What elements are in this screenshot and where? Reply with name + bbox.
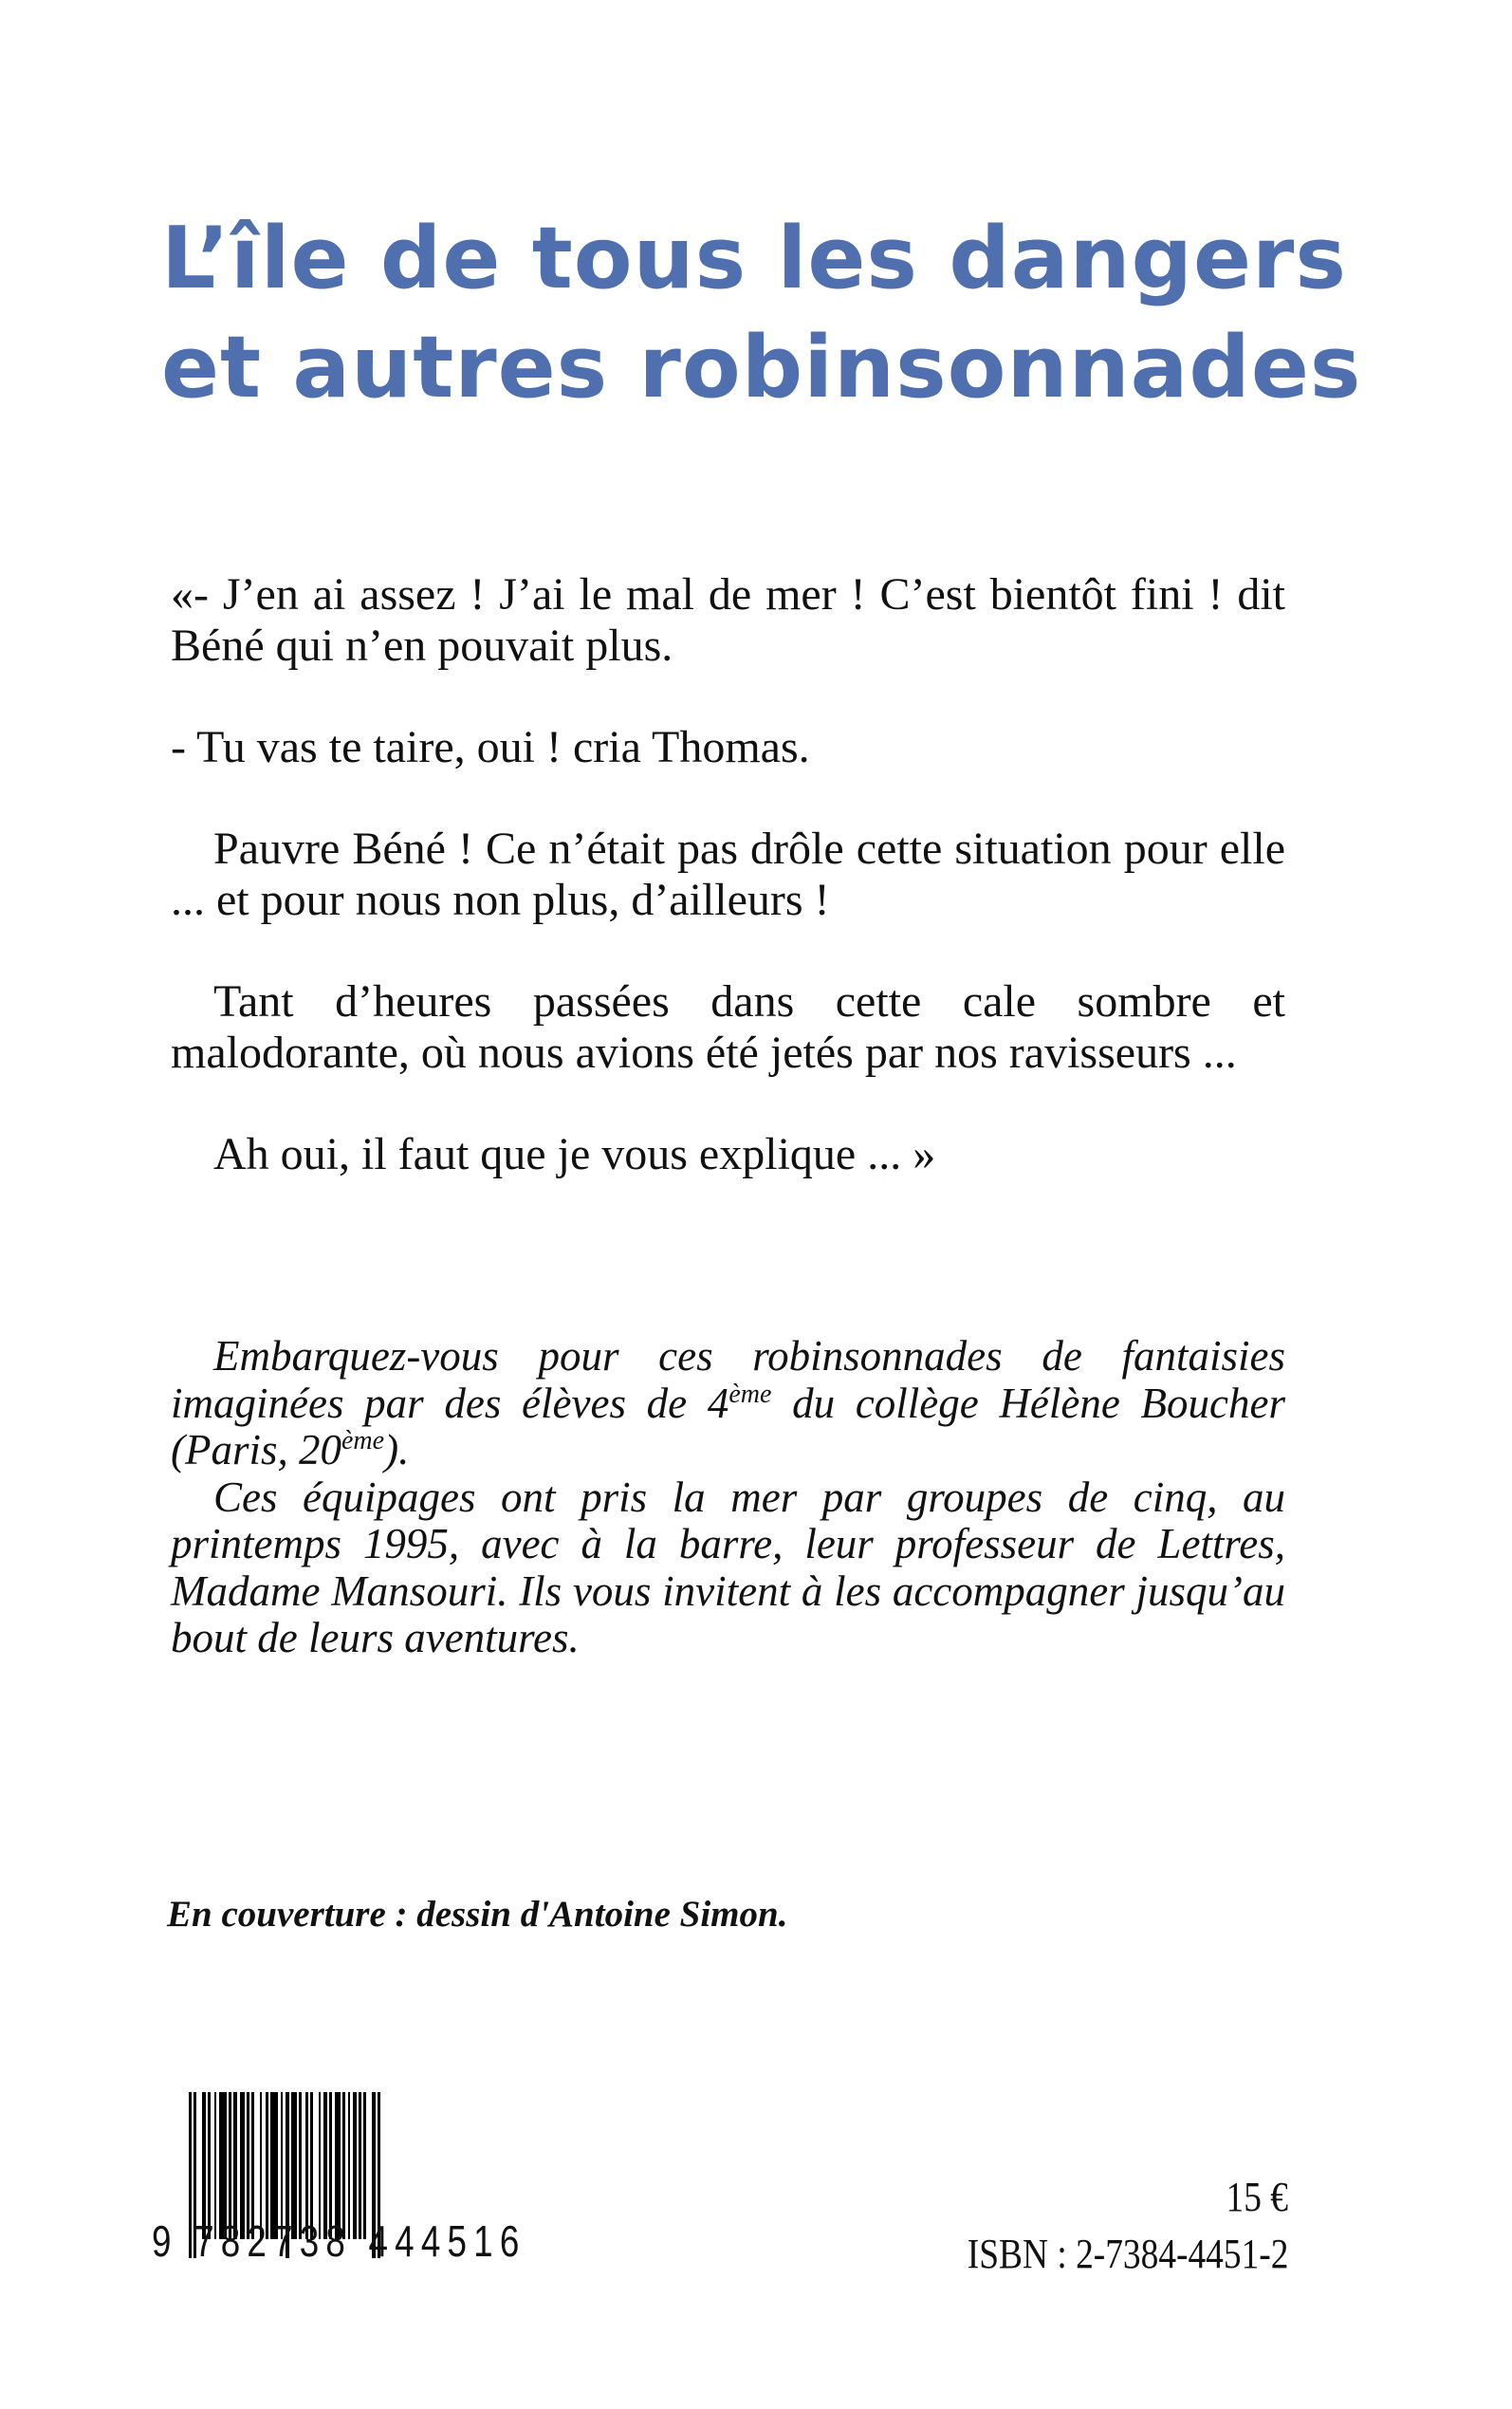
excerpt-paragraph: Ah oui, il faut que je vous explique ... » <box>213 1129 936 1179</box>
excerpt-paragraph: «- J’en ai assez ! J’ai le mal de mer ! C’est bientôt fini ! dit Béné qui n’en pouvait plus. <box>171 569 1285 671</box>
excerpt-paragraph: Tant d’heures passées dans cette cale sombre et malodorante, où nous avions été jetés par nos ravisseurs ... <box>171 976 1285 1078</box>
barcode <box>181 2092 561 2234</box>
blurb-text: Embarquez-vous pour ces robinsonnades de fantaisies imaginées par des élèves de 4 <box>171 1332 1285 1427</box>
blurb-text: du collège Hélène Boucher (Paris, 20 <box>171 1379 1286 1473</box>
book-title <box>161 204 1362 422</box>
blurb-text: ). <box>384 1426 410 1473</box>
barcode-digits: 9 782738 444516 <box>152 2216 526 2266</box>
superscript: ème <box>728 1379 772 1409</box>
title-line-2: et autres robinsonnades <box>161 318 1362 417</box>
excerpt-paragraph: - Tu vas te taire, oui ! cria Thomas. <box>171 722 810 772</box>
blurb-paragraph-1 <box>171 1333 1285 1474</box>
superscript: ème <box>341 1426 385 1455</box>
cover-credit: En couverture : dessin d'Antoine Simon. <box>167 1894 788 1935</box>
excerpt-paragraph: Pauvre Béné ! Ce n’était pas drôle cette situation pour elle ... et pour nous non plus, d’ailleurs ! <box>171 824 1285 925</box>
price: 15 € <box>1226 2174 1288 2220</box>
excerpt <box>171 569 1285 1231</box>
blurb <box>171 1333 1285 1662</box>
blurb-paragraph-2: Ces équipages ont pris la mer par groupes de cinq, au printemps 1995, avec à la barre, leur professeur de Lettres, Madame Mansouri. Ils vous invitent à les accompagner jusqu’au bout de leurs aventures. <box>171 1473 1285 1661</box>
title-line-1: L’île de tous les dangers <box>161 209 1347 308</box>
isbn: ISBN : 2-7384-4451-2 <box>967 2231 1288 2277</box>
